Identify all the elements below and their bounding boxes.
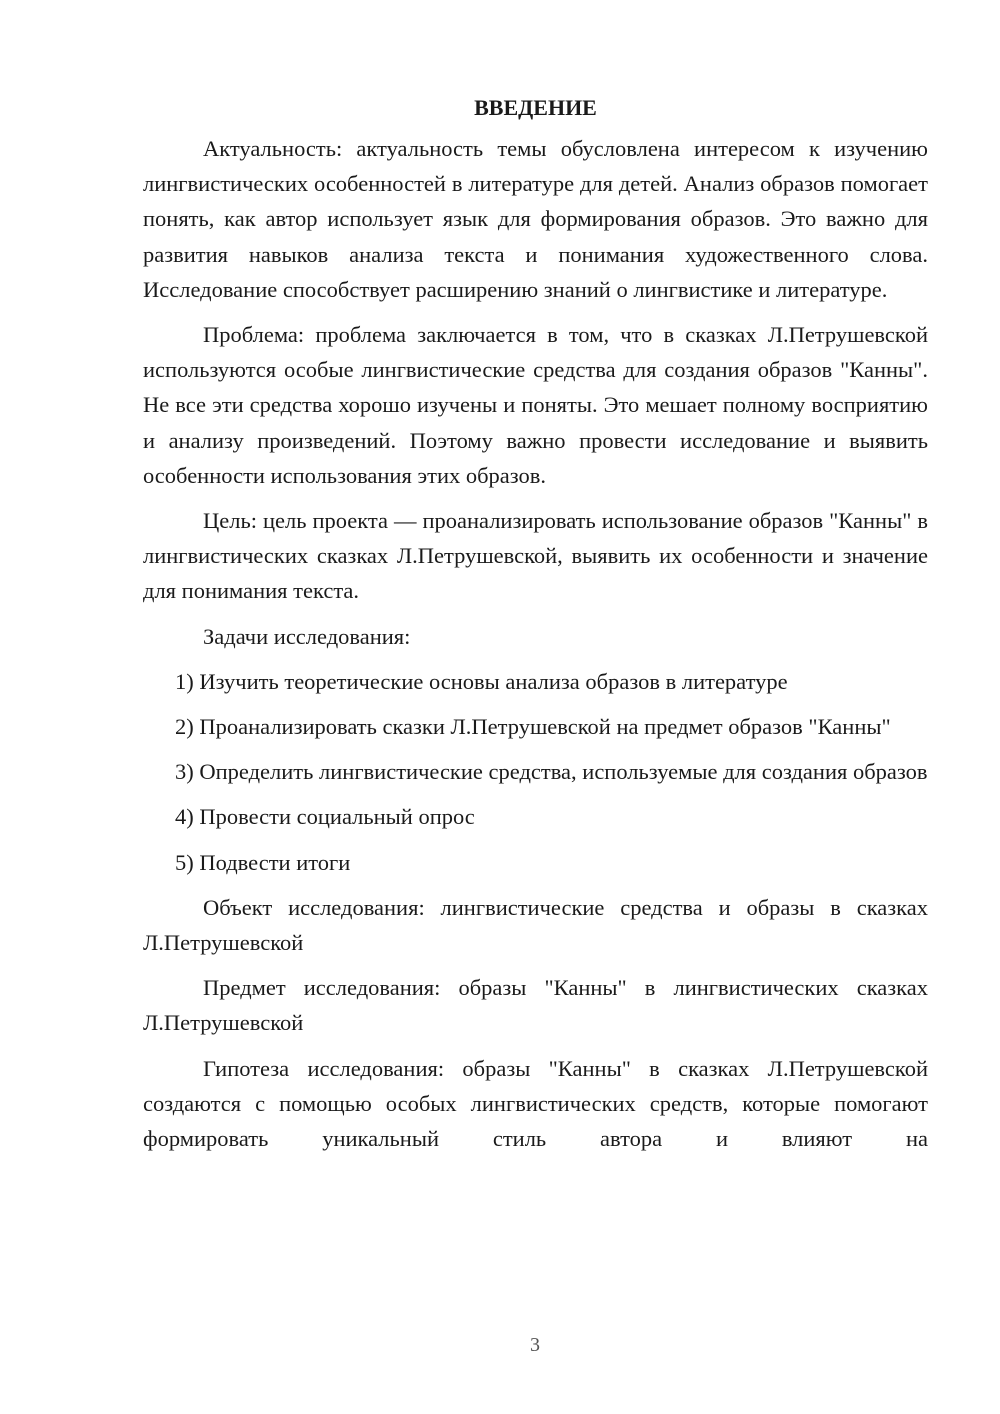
task-item-4: 4) Провести социальный опрос xyxy=(175,804,475,830)
page-number: 3 xyxy=(530,1334,540,1356)
paragraph-object: Объект исследования: лингвистические средства и образы в сказках Л.Петрушевской xyxy=(143,894,928,956)
paragraph-relevance: Актуальность: актуальность темы обусловлена интересом к изучению лингвистических особенностей в литературе для детей. Анализ образов помогает понять, как автор использует язык для формирования образов. Это важно для развития навыков анализа текста и понимания художественного слова. Исследование способствует расширению знаний о лингвистике и литературе. xyxy=(143,136,928,302)
task-item-1: 1) Изучить теоретические основы анализа образов в литературе xyxy=(175,668,788,694)
paragraph-problem: Проблема: проблема заключается в том, что в сказках Л.Петрушевской используются особые лингвистические средства для создания образов "Канны". Не все эти средства хорошо изучены и поняты. Это мешает полному восприятию и анализу произведений. Поэтому важно провести исследование и выявить особенности использования этих образов. xyxy=(143,322,928,488)
page-title: ВВЕДЕНИЕ xyxy=(474,95,597,120)
paragraph-goal: Цель: цель проекта — проанализировать использование образов "Канны" в лингвистических сказках Л.Петрушевской, выявить их особенности и значение для понимания текста. xyxy=(143,508,928,604)
paragraph-hypothesis: Гипотеза исследования: образы "Канны" в сказках Л.Петрушевской создаются с помощью особых лингвистических средств, которые помогают формировать уникальный стиль автора и влияют на xyxy=(143,1055,928,1152)
task-item-2: 2) Проанализировать сказки Л.Петрушевской на предмет образов "Канны" xyxy=(175,714,891,740)
tasks-heading: Задачи исследования: xyxy=(203,623,411,649)
document-page xyxy=(143,90,928,1166)
task-item-5: 5) Подвести итоги xyxy=(175,849,351,875)
task-item-3: 3) Определить лингвистические средства, используемые для создания образов xyxy=(175,759,928,785)
paragraph-subject: Предмет исследования: образы "Канны" в лингвистических сказках Л.Петрушевской xyxy=(143,975,928,1036)
